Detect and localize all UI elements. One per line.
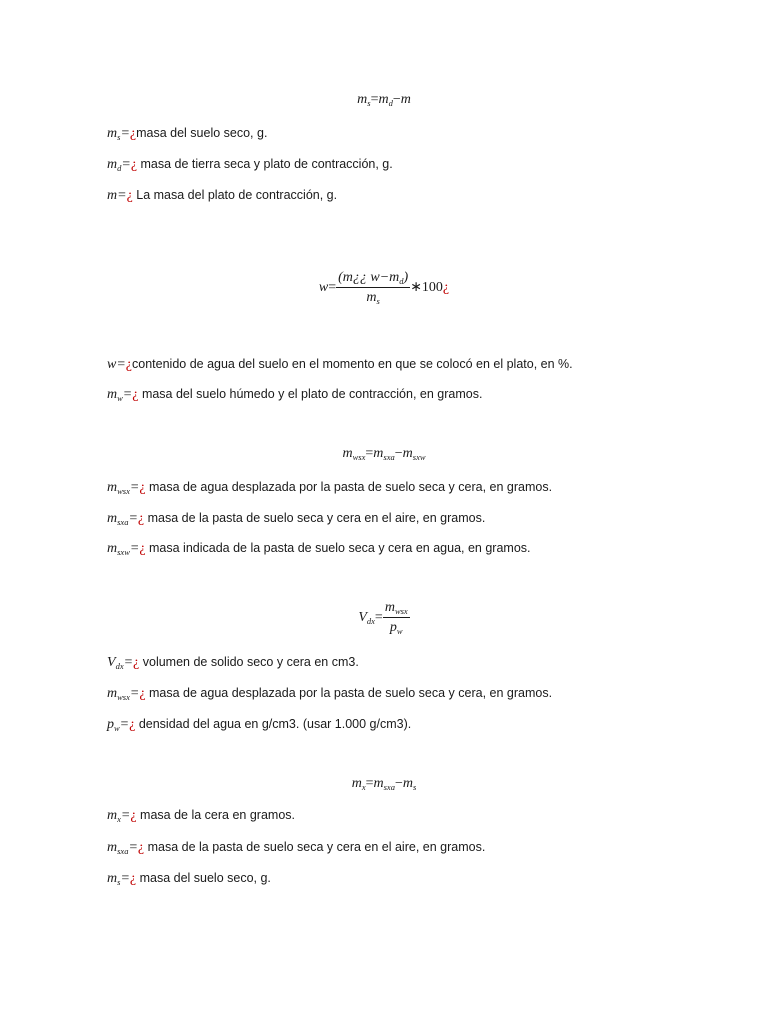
definition-line: $m_{wsx}=¿$ masa de agua desplazada por la pasta de suelo seca y cera, en gramos. bbox=[107, 686, 553, 702]
definition-line: $V_{dx}=¿$ volumen de solido seco y cera en cm3. bbox=[107, 655, 359, 671]
definition-line: $m_{sxw}=¿$ masa indicada de la pasta de suelo seca y cera en agua, en gramos. bbox=[107, 541, 531, 557]
definition-line: $p_w=¿$ densidad del agua en g/cm3. (usar 1.000 g/cm3). bbox=[107, 717, 412, 733]
definition-line: m=¿ La masa del plato de contracción, g. bbox=[107, 188, 338, 203]
equation-dry-solid-volume: $V_{dx}=$ $\frac{m_{wsx}}{p_w}$ bbox=[358, 600, 408, 636]
definition-line: $m_x=¿$ masa de la cera en gramos. bbox=[107, 808, 295, 824]
equation-dry-soil-mass: $m_s=m_d-m$ bbox=[357, 92, 411, 108]
definition-line: $m_w=¿$ masa del suelo húmedo y el plato de contracción, en gramos. bbox=[107, 387, 483, 403]
definition-line: $m_s=¿$ masa del suelo seco, g. bbox=[107, 871, 271, 887]
equation-displaced-water-mass: $m_{wsx}=m_{sxa}-m_{sxw}$ bbox=[342, 446, 426, 462]
fraction: $\frac{m_{wsx}}{p_w}$ bbox=[384, 600, 408, 636]
definition-line: w=¿contenido de agua del suelo en el momento en que se colocó en el plato, en %. bbox=[107, 357, 573, 372]
definition-line: $m_d=¿$ masa de tierra seca y plato de contracción, g. bbox=[107, 157, 393, 173]
equation-water-content: w= $\frac{(m¿¿ w-m_d)}{m_s}$ ∗100¿ bbox=[318, 270, 450, 306]
equation-wax-mass: $m_x=m_{sxa}-m_s$ bbox=[351, 776, 417, 792]
definition-line: $m_{sxa}=¿$ masa de la pasta de suelo seca y cera en el aire, en gramos. bbox=[107, 511, 486, 527]
fraction: $\frac{(m¿¿ w-m_d)}{m_s}$ bbox=[338, 270, 409, 306]
definition-line: $m_{sxa}=¿$ masa de la pasta de suelo seca y cera en el aire, en gramos. bbox=[107, 840, 486, 856]
definition-line: $m_s=¿masa$ del suelo seco, g. bbox=[107, 126, 268, 142]
definition-line: $m_{wsx}=¿$ masa de agua desplazada por la pasta de suelo seca y cera, en gramos. bbox=[107, 480, 553, 496]
